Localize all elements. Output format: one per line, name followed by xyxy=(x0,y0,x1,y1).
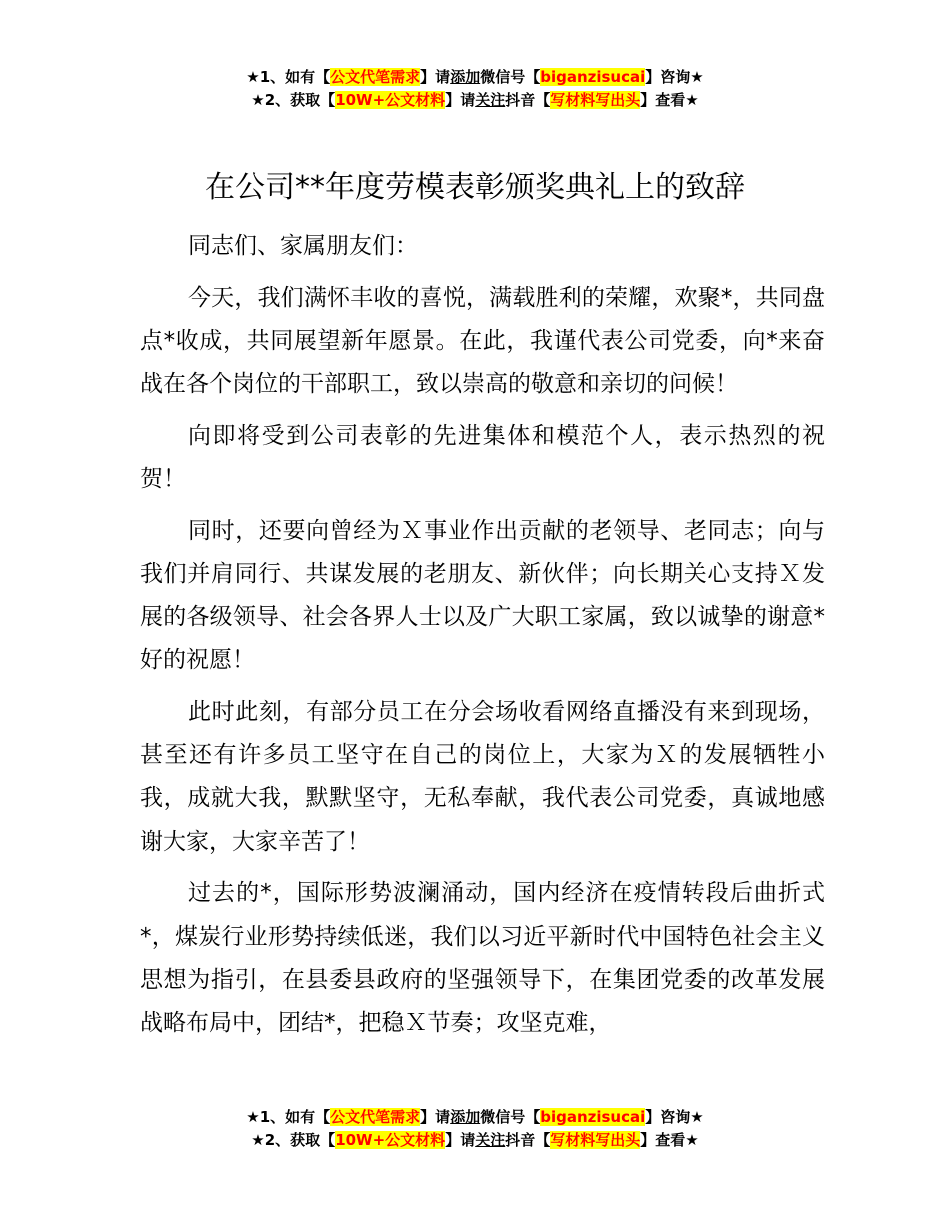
promo-highlight-douyin: 写材料写出头 xyxy=(550,1131,641,1149)
promo-highlight-wechat-id: biganzisucai xyxy=(540,1108,646,1126)
promo-underline-add: 添加 xyxy=(450,1108,481,1126)
paragraph: 此时此刻，有部分员工在分会场收看网络直播没有来到现场，甚至还有许多员工坚守在自己的岗位上，大家为Ｘ的发展牺牲小我，成就大我，默默坚守，无私奉献，我代表公司党委，真诚地感谢大家，大家辛苦了！ xyxy=(140,699,825,855)
promo-text: 】查看★ xyxy=(640,1131,699,1149)
paragraph: 过去的*，国际形势波澜涌动，国内经济在疫情转段后曲折式*，煤炭行业形势持续低迷，我们以习近平新时代中国特色社会主义思想为指引，在县委县政府的坚强领导下，在集团党委的改革发展战略布局中，团结*，把稳Ｘ节奏；攻坚克难， xyxy=(140,880,825,1036)
promo-text: ★2、获取【 xyxy=(251,1131,336,1149)
paragraph: 同时，还要向曾经为Ｘ事业作出贡献的老领导、老同志；向与我们并肩同行、共谋发展的老朋友、新伙伴；向长期关心支持Ｘ发展的各级领导、社会各界人士以及广大职工家属，致以诚挚的谢意*好的祝愿！ xyxy=(140,517,825,674)
paragraph: 向即将受到公司表彰的先进集体和模范个人，表示热烈的祝贺！ xyxy=(140,422,825,493)
promo-banner-top xyxy=(0,66,950,112)
promo-line-1 xyxy=(0,66,950,89)
document-body xyxy=(140,225,825,1054)
promo-highlight-wechat-id: biganzisucai xyxy=(540,68,646,86)
promo-highlight-service: 公文代笔需求 xyxy=(330,1108,421,1126)
promo-highlight-service: 公文代笔需求 xyxy=(330,68,421,86)
promo-text: 】请 xyxy=(420,1108,451,1126)
promo-text: ★1、如有【 xyxy=(246,68,331,86)
promo-banner-bottom xyxy=(0,1106,950,1152)
promo-text: 】咨询★ xyxy=(645,1108,704,1126)
promo-text: 微信号【 xyxy=(480,68,541,86)
promo-highlight-douyin: 写材料写出头 xyxy=(550,91,641,109)
promo-text: 微信号【 xyxy=(480,1108,541,1126)
promo-text: 抖音【 xyxy=(505,1131,551,1149)
promo-underline-follow: 关注 xyxy=(475,1131,506,1149)
document-title: 在公司**年度劳模表彰颁奖典礼上的致辞 xyxy=(205,170,745,205)
promo-text: ★2、获取【 xyxy=(251,91,336,109)
promo-text: ★1、如有【 xyxy=(246,1108,331,1126)
promo-text: 】请 xyxy=(420,68,451,86)
promo-underline-add: 添加 xyxy=(450,68,481,86)
promo-text: 】请 xyxy=(445,91,476,109)
salutation: 同志们、家属朋友们： xyxy=(188,233,418,259)
promo-line-2 xyxy=(0,89,950,112)
promo-text: 抖音【 xyxy=(505,91,551,109)
promo-highlight-materials: 10W+公文材料 xyxy=(335,1131,446,1149)
promo-underline-follow: 关注 xyxy=(475,91,506,109)
promo-line-2 xyxy=(0,1129,950,1152)
promo-highlight-materials: 10W+公文材料 xyxy=(335,91,446,109)
promo-text: 】咨询★ xyxy=(645,68,704,86)
promo-text: 】查看★ xyxy=(640,91,699,109)
paragraph: 今天，我们满怀丰收的喜悦，满载胜利的荣耀，欢聚*，共同盘点*收成，共同展望新年愿景。在此，我谨代表公司党委，向*来奋战在各个岗位的干部职工，致以崇高的敬意和亲切的问候！ xyxy=(140,284,825,398)
promo-line-1 xyxy=(0,1106,950,1129)
promo-text: 】请 xyxy=(445,1131,476,1149)
